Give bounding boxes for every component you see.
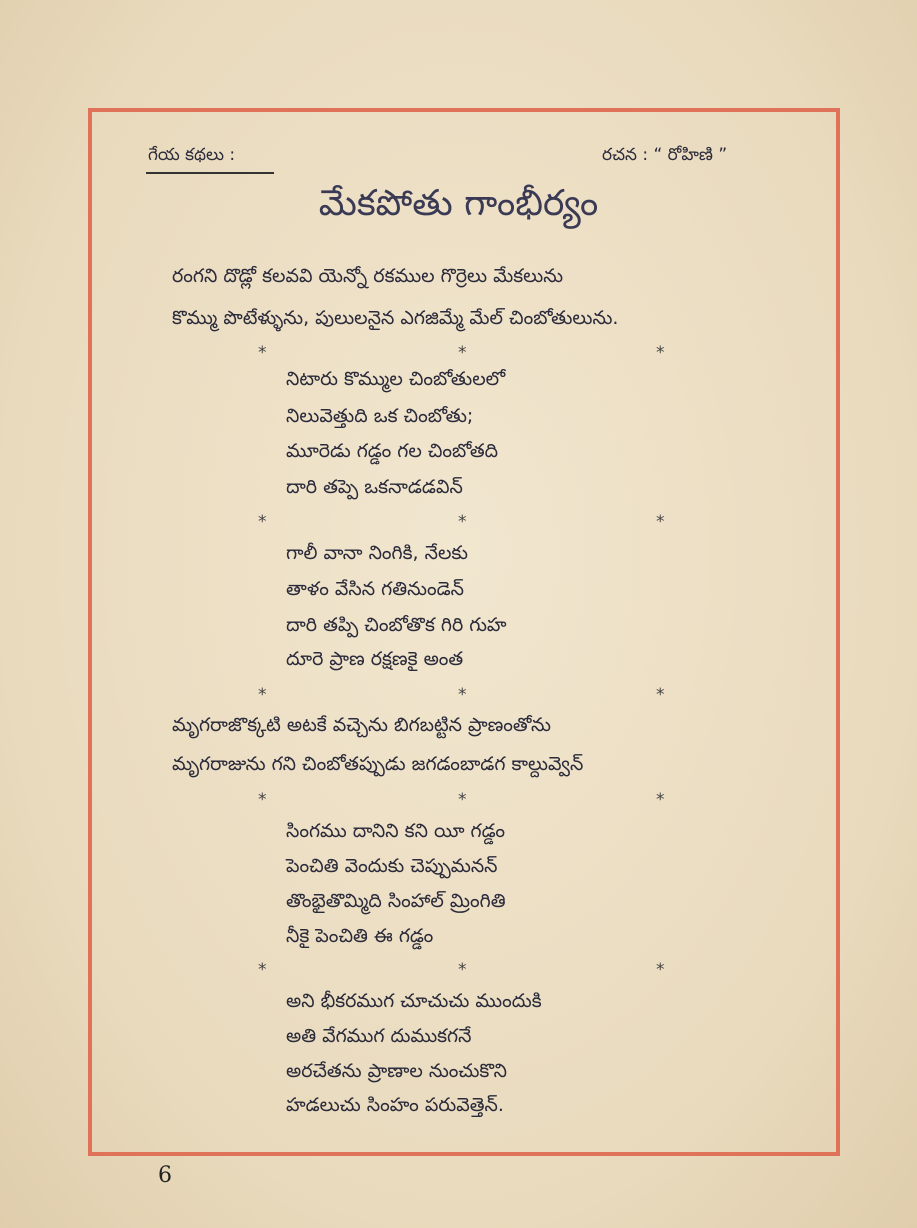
stanza-3-line-2: తాళం వేసిన గతినుండెన్ xyxy=(286,578,465,600)
separator-star: * xyxy=(458,685,467,705)
section-separator xyxy=(258,512,676,532)
separator-star: * xyxy=(258,790,267,810)
section-separator xyxy=(258,685,676,705)
separator-star: * xyxy=(458,960,467,980)
series-label: గేయ కథలు : xyxy=(148,145,236,165)
separator-star: * xyxy=(656,790,665,810)
separator-star: * xyxy=(258,685,267,705)
stanza-2-line-2: నిలువెత్తుది ఒక చింబోతు; xyxy=(286,405,474,427)
stanza-3-line-3: దారి తప్పి చింబోతొక గిరి గుహ xyxy=(286,614,507,636)
stanza-3-line-1: గాలీ వానా నింగికి, నేలకు xyxy=(286,542,468,564)
stanza-5-line-3: తొంభైతొమ్మిది సింహాల్ మ్రింగితి xyxy=(286,890,506,912)
stanza-5-line-2: పెంచితి వెందుకు చెప్పుమనన్ xyxy=(286,855,498,877)
stanza-4-line-2: మృగరాజును గని చింబోతప్పుడు జగడంబాడగ కాల్దువ్వెన్ xyxy=(172,753,584,775)
separator-star: * xyxy=(258,512,267,532)
stanza-6-line-1: అని భీకరముగ చూచుచు ముందుకి xyxy=(286,990,542,1012)
author-credit: రచన : “ రోహిణి ” xyxy=(602,145,728,165)
page-title: మేకపోతు గాంభీర్యం xyxy=(318,183,599,224)
stanza-4-line-1: మృగరాజొక్కటి అటకే వచ్చెను బిగబట్టిన ప్రాణంతోను xyxy=(172,714,551,736)
separator-star: * xyxy=(458,343,467,363)
stanza-2-line-1: నిటారు కొమ్ముల చింబోతులలో xyxy=(286,368,506,390)
stanza-6-line-2: అతి వేగముగ దుముకగనే xyxy=(286,1025,472,1047)
stanza-1-line-1: రంగని దొడ్లో కలవవి యెన్నో రకముల గొర్రెలు మేకలును xyxy=(172,265,564,287)
separator-star: * xyxy=(656,685,665,705)
stanza-1-line-2: కొమ్ము పొటేళ్ళును, పులులనైన ఎగజిమ్మే మేల్ చింబోతులును. xyxy=(172,307,619,329)
section-separator xyxy=(258,960,676,980)
separator-star: * xyxy=(458,790,467,810)
separator-star: * xyxy=(258,343,267,363)
separator-star: * xyxy=(656,343,665,363)
stanza-2-line-3: మూరెడు గడ్డం గల చింబోతది xyxy=(286,440,499,462)
separator-star: * xyxy=(656,512,665,532)
stanza-3-line-4: దూరె ప్రాణ రక్షణకై అంత xyxy=(286,648,464,670)
separator-star: * xyxy=(258,960,267,980)
page-number: 6 xyxy=(158,1163,172,1188)
section-separator xyxy=(258,343,676,363)
series-underline xyxy=(146,172,274,174)
separator-star: * xyxy=(656,960,665,980)
stanza-5-line-4: నీకై పెంచితి ఈ గడ్డం xyxy=(286,925,434,947)
stanza-6-line-4: హడలుచు సింహం పరువెత్తెన్. xyxy=(286,1094,504,1116)
section-separator xyxy=(258,790,676,810)
separator-star: * xyxy=(458,512,467,532)
stanza-5-line-1: సింగము దానిని కని యీ గడ్డం xyxy=(286,820,506,842)
stanza-6-line-3: అరచేతను ప్రాణాల నుంచుకొని xyxy=(286,1060,507,1082)
stanza-2-line-4: దారి తప్పె ఒకనాడడవిన్ xyxy=(286,476,463,498)
